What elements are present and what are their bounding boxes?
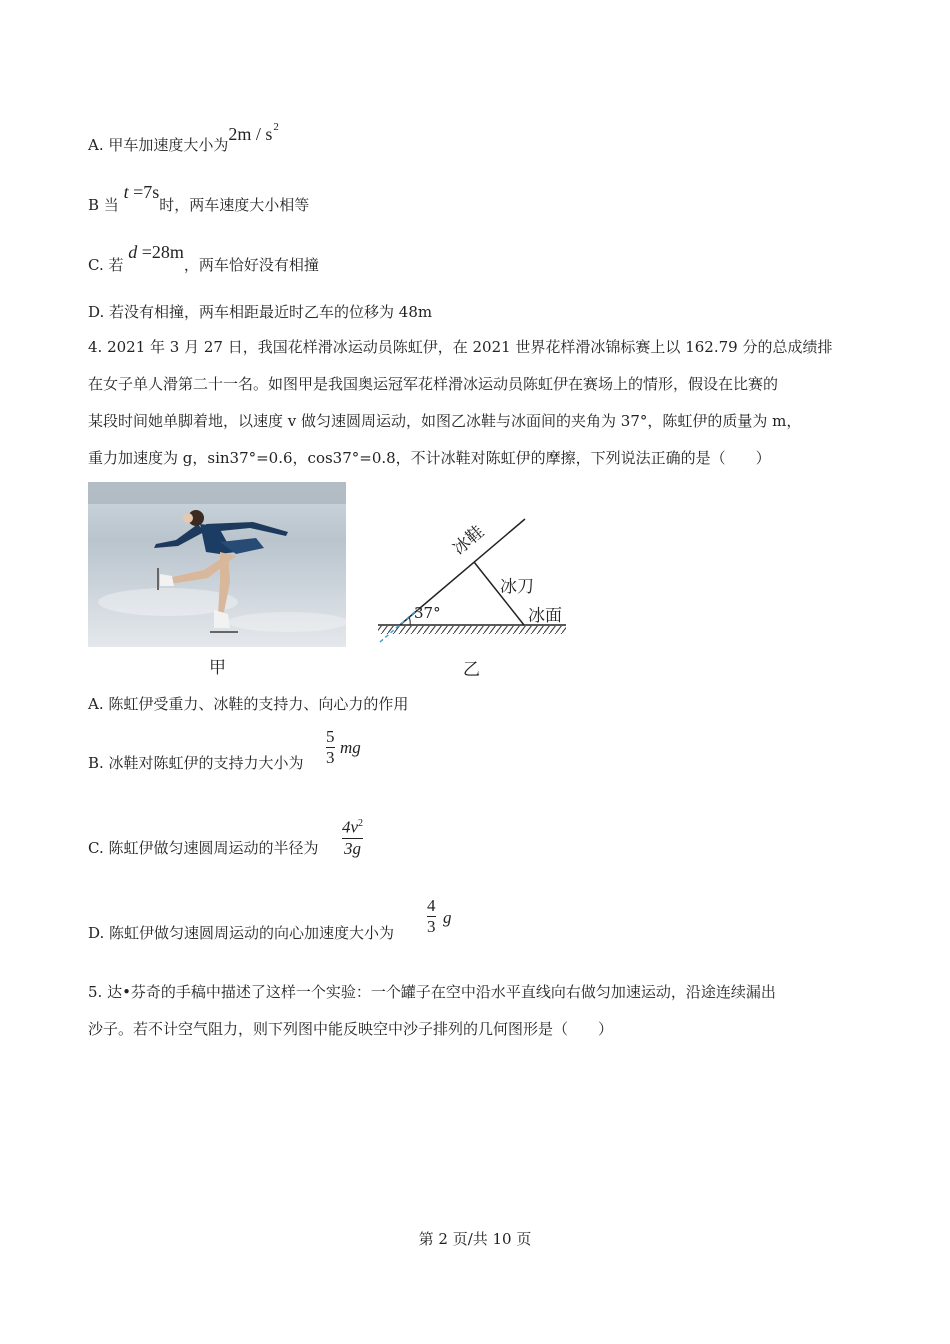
label-angle: 37° (414, 604, 441, 622)
q4-option-b-fraction: 5 3 (326, 727, 335, 767)
q4-stem-line: 4. 2021 年 3 月 27 日，我国花样滑冰运动员陈虹伊，在 2021 世界花样滑冰锦标赛上以 162.79 分的总成绩排 (88, 338, 833, 356)
q4-option-a: A. 陈虹伊受重力、冰鞋的支持力、向心力的作用 (88, 695, 409, 713)
q3-option-a (88, 121, 279, 157)
q4-option-d-tail: g (443, 908, 452, 927)
label-knife: 冰刀 (500, 577, 534, 597)
label-blade: 冰鞋 (449, 521, 489, 560)
skater-photo (88, 482, 346, 647)
q4-option-b-tail: mg (340, 738, 361, 757)
q3-option-b-label: B 当 (88, 196, 119, 214)
q3-option-a-sup: 2 (273, 121, 279, 133)
q3-option-c-tail: ，两车恰好没有相撞 (183, 256, 319, 274)
q4-option-b (88, 753, 304, 773)
q4-option-c (88, 838, 318, 858)
q4-stem-line: 重力加速度为 g，sin37°=0.6，cos37°=0.8，不计冰鞋对陈虹伊的摩擦，下列说法正确的是（ ） (88, 449, 771, 467)
q4-option-c-label: C. 陈虹伊做匀速圆周运动的半径为 (88, 839, 319, 857)
label-ice: 冰面 (528, 606, 562, 626)
q5-stem-line: 沙子。若不计空气阻力，则下列图中能反映空中沙子排列的几何图形是（ ） (88, 1020, 614, 1038)
q3-option-b-tail: 时，两车速度大小相等 (159, 196, 310, 214)
q3-option-d: D. 若没有相撞，两车相距最近时乙车的位移为 48m (88, 303, 433, 321)
q4-option-c-fraction: $4v^2$ 3g (342, 817, 364, 858)
q4-option-b-label: B. 冰鞋对陈虹伊的支持力大小为 (88, 754, 304, 772)
page-number: 第 2 页/共 10 页 (418, 1230, 532, 1248)
q3-option-b (88, 182, 310, 215)
q4-option-d-label: D. 陈虹伊做匀速圆周运动的向心加速度大小为 (88, 924, 395, 942)
q5-stem-line: 5. 达•芬奇的手稿中描述了这样一个实验：一个罐子在空中沿水平直线向右做匀加速运动，沿途连续漏出 (88, 983, 776, 1001)
q3-option-c-math: d =28m (128, 242, 184, 262)
q3-option-a-math: 2m / s (228, 124, 273, 144)
q4-option-d-fraction: 4 3 (427, 896, 436, 936)
caption-figure-right: 乙 (463, 660, 480, 680)
q4-stem (88, 329, 868, 477)
q3-option-b-math: t =7s (123, 182, 160, 202)
q3-option-c-label: C. 若 (88, 256, 124, 274)
q5-stem (88, 974, 868, 1048)
q3-option-a-label: A. 甲车加速度大小为 (88, 136, 229, 154)
q4-stem-line: 某段时间她单脚着地，以速度 v 做匀速圆周运动，如图乙冰鞋与冰面间的夹角为 37°，陈虹伊的质量为 m， (88, 412, 802, 430)
q3-option-c (88, 242, 319, 275)
q4-option-d (88, 923, 394, 943)
q4-stem-line: 在女子单人滑第二十一名。如图甲是我国奥运冠军花样滑冰运动员陈虹伊在赛场上的情形，假设在比赛的 (88, 375, 779, 393)
caption-figure-left: 甲 (209, 658, 226, 678)
